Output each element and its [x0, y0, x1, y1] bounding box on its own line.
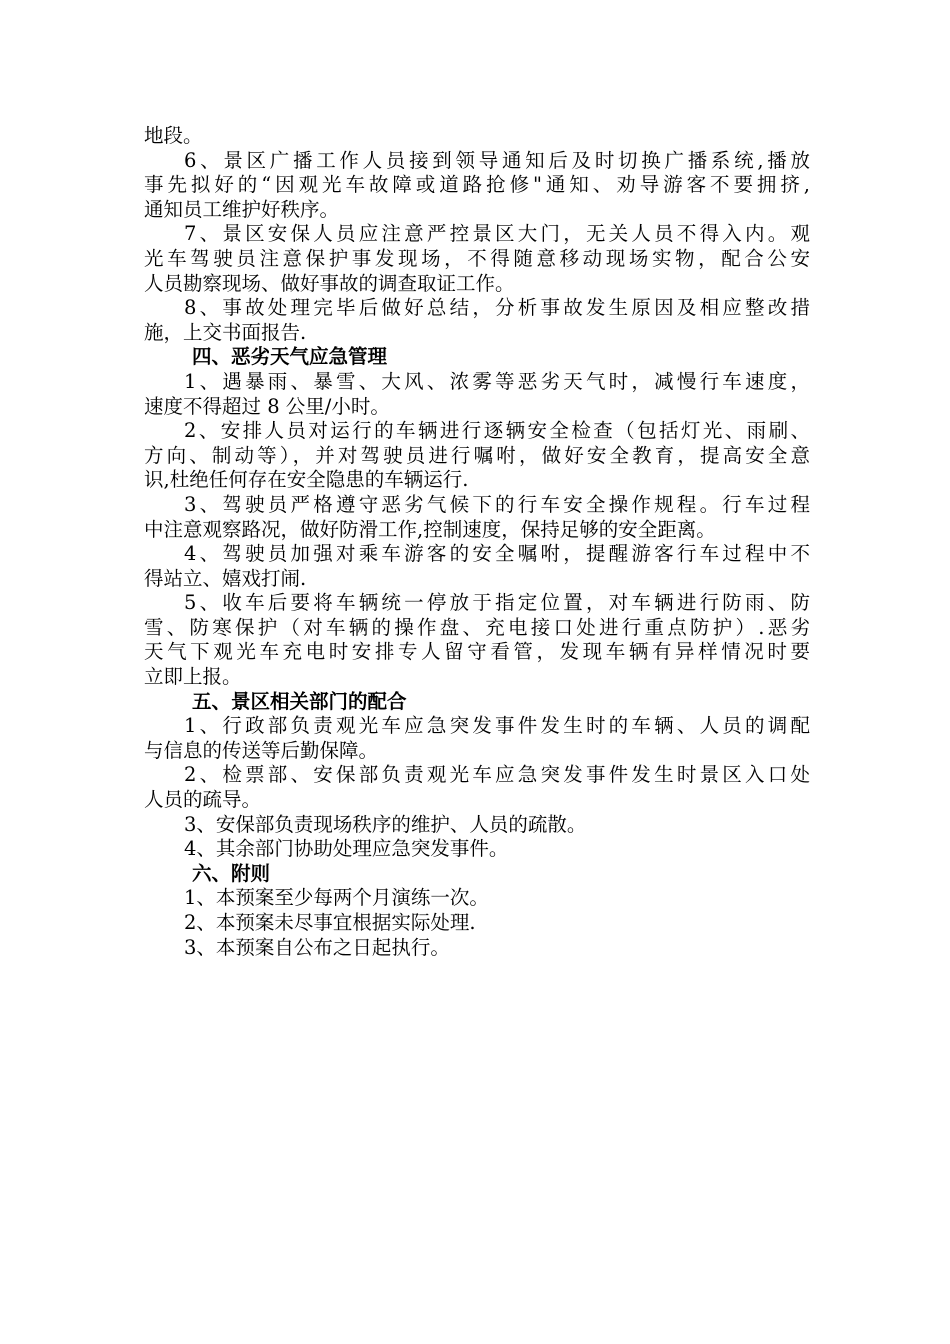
section-heading: 六、附则	[192, 861, 271, 885]
section-heading: 四、恶劣天气应急管理	[192, 345, 388, 369]
section-heading: 五、景区相关部门的配合	[192, 689, 407, 713]
text-line: 2、检票部、安保部负责观光车应急突发事件发生时景区入口处	[184, 763, 810, 787]
paragraph	[144, 296, 810, 345]
text-line: 事先拟好的“因观光车故障或道路抢修"通知、劝导游客不要拥挤,	[144, 173, 810, 197]
text-line: 5、收车后要将车辆统一停放于指定位置，对车辆进行防雨、防	[184, 591, 810, 615]
paragraph	[144, 813, 810, 838]
text-line: 中注意观察路况，做好防滑工作,控制速度，保持足够的安全距离。	[144, 517, 716, 541]
paragraph	[144, 542, 810, 591]
text-line: 2、安排人员对运行的车辆进行逐辆安全检查（包括灯光、雨刷、	[184, 419, 810, 443]
paragraph	[144, 419, 810, 493]
text-line: 速度不得超过 8 公里/小时。	[144, 394, 390, 418]
text-line: 光车驾驶员注意保护事发现场，不得随意移动现场实物，配合公安	[144, 246, 810, 270]
paragraph	[144, 936, 810, 961]
paragraph	[144, 370, 810, 419]
paragraph	[144, 837, 810, 862]
text-line: 8、事故处理完毕后做好总结，分析事故发生原因及相应整改措	[184, 296, 810, 320]
text-line: 3、安保部负责现场秩序的维护、人员的疏散。	[184, 812, 587, 836]
text-line: 地段。	[144, 124, 203, 147]
text-line: 人员勘察现场、做好事故的调查取证工作。	[144, 271, 515, 295]
text-line: 方向、制动等），并对驾驶员进行嘱咐，做好安全教育，提高安全意	[144, 443, 810, 467]
paragraph	[144, 591, 810, 689]
text-line: 雪、防寒保护（对车辆的操作盘、充电接口处进行重点防护）.恶劣	[144, 615, 810, 639]
text-line: 6、景区广播工作人员接到领导通知后及时切换广播系统,播放	[184, 148, 810, 172]
paragraph	[144, 911, 810, 936]
text-line: 3、本预案自公布之日起执行。	[184, 935, 450, 959]
text-line: 1、本预案至少每两个月演练一次。	[184, 886, 489, 910]
paragraph	[144, 222, 810, 296]
text-line: 2、本预案未尽事宜根据实际处理.	[184, 911, 476, 934]
text-line: 1、行政部负责观光车应急突发事件发生时的车辆、人员的调配	[184, 714, 810, 738]
text-line: 1、遇暴雨、暴雪、大风、浓雾等恶劣天气时，减慢行车速度，	[184, 369, 810, 393]
text-line: 4、其余部门协助处理应急突发事件。	[184, 837, 509, 861]
text-line: 施，上交书面报告.	[144, 320, 307, 344]
paragraph	[144, 763, 810, 812]
text-line: 7、景区安保人员应注意严控景区大门，无关人员不得入内。观	[184, 222, 810, 246]
text-line: 3、驾驶员严格遵守恶劣气候下的行车安全操作规程。行车过程	[184, 492, 810, 516]
text-line: 人员的疏导。	[144, 788, 262, 812]
text-line: 4、驾驶员加强对乘车游客的安全嘱咐，提醒游客行车过程中不	[184, 542, 810, 566]
paragraph	[144, 149, 810, 223]
paragraph	[144, 493, 810, 542]
text-line: 得站立、嬉戏打闹.	[144, 566, 307, 590]
text-line: 天气下观光车充电时安排专人留守看管，发现车辆有异样情况时要	[144, 640, 810, 664]
text-line: 与信息的传送等后勤保障。	[144, 738, 379, 762]
paragraph	[144, 886, 810, 911]
paragraph	[144, 124, 810, 149]
document-body	[144, 124, 810, 960]
text-line: 识,杜绝任何存在安全隐患的车辆运行.	[144, 468, 469, 492]
text-line: 通知员工维护好秩序。	[144, 197, 340, 221]
text-line: 立即上报。	[144, 665, 242, 689]
paragraph	[144, 714, 810, 763]
